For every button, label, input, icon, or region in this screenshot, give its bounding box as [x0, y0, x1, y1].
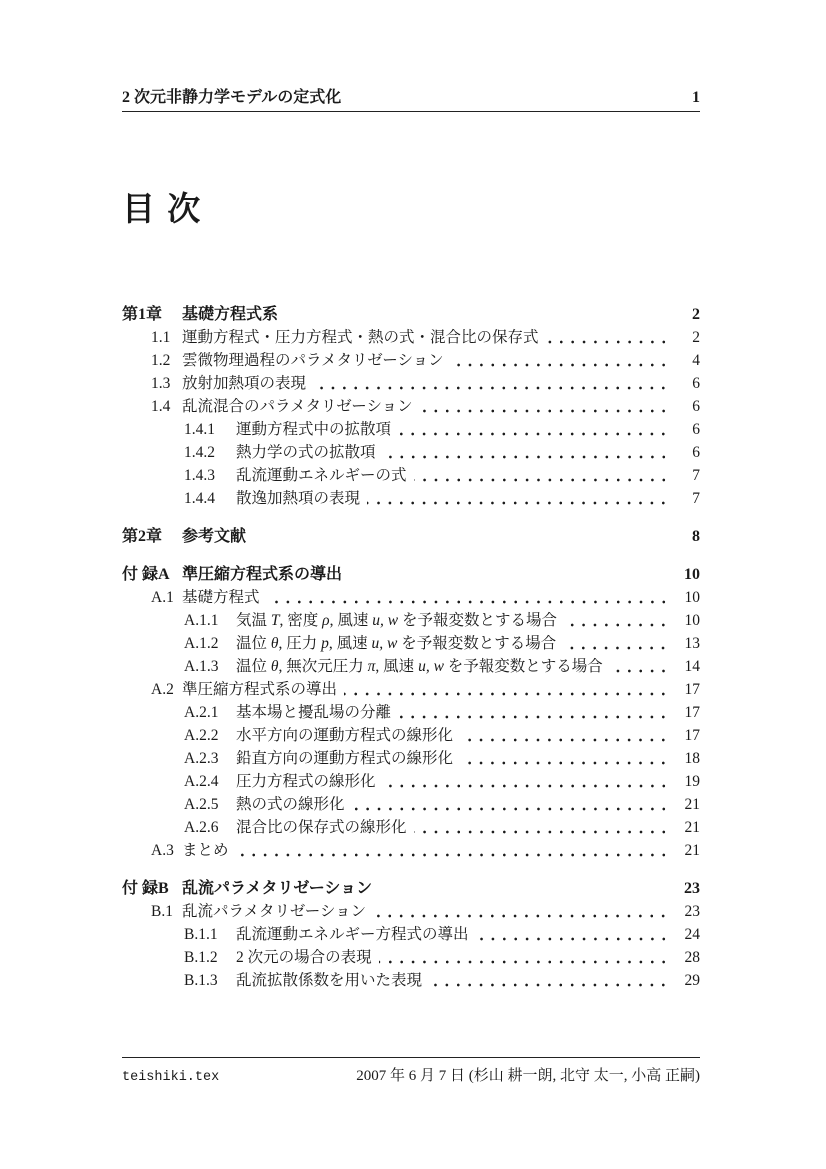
toc-entry-number: 1.3	[151, 375, 171, 392]
toc-leader-dots	[460, 747, 671, 770]
title-text: , 風速	[375, 658, 419, 675]
toc-entry-page-number: 6	[692, 375, 700, 392]
toc-leader-dots	[367, 487, 671, 510]
toc-entry-title	[236, 487, 360, 510]
toc-entry-number: 1.4.4	[184, 490, 215, 507]
math-variable: u, w	[372, 612, 399, 629]
title-text: 基礎方程式	[182, 589, 260, 606]
running-header	[122, 89, 700, 112]
title-text: 運動方程式・圧力方程式・熱の式・混合比の保存式	[182, 329, 539, 346]
title-text: 基礎方程式系	[182, 306, 279, 323]
toc-entry-page-number: 6	[692, 421, 700, 438]
toc-entry[interactable]	[122, 816, 700, 839]
toc-entry[interactable]	[122, 877, 700, 900]
toc-entry-title	[236, 923, 469, 946]
toc-entry-number: A.1.3	[184, 658, 219, 675]
toc-entry-number: A.2.2	[184, 727, 219, 744]
title-text: 温位	[236, 658, 271, 675]
toc-entry[interactable]	[122, 900, 700, 923]
toc-entry[interactable]	[122, 487, 700, 510]
toc-leader-dots	[476, 923, 671, 946]
toc-entry-title	[182, 877, 372, 900]
toc-entry[interactable]	[122, 525, 700, 548]
title-text: 温位	[236, 635, 271, 652]
toc-entry-page-number: 7	[692, 490, 700, 507]
math-variable: u, w	[371, 635, 398, 652]
toc-entry[interactable]	[122, 464, 700, 487]
toc-entry-title	[236, 724, 453, 747]
title-text: 水平方向の運動方程式の線形化	[236, 727, 454, 744]
page-title: 目 次	[122, 192, 203, 228]
toc-entry-page-number: 19	[684, 773, 700, 790]
title-text: 散逸加熱項の表現	[236, 490, 361, 507]
title-text: を予報変数とする場合	[398, 612, 557, 629]
toc-entry-number: A.3	[151, 842, 174, 859]
title-text: 準圧縮方程式系の導出	[182, 681, 338, 698]
toc-entry[interactable]	[122, 395, 700, 418]
title-text: 乱流パラメタリゼーション	[182, 880, 373, 897]
toc-entry-number: 1.4	[151, 398, 171, 415]
toc-entry[interactable]	[122, 303, 700, 326]
toc-entry-page-number: 2	[692, 306, 700, 323]
title-text: 乱流パラメタリゼーション	[182, 903, 367, 920]
toc-entry-number: A.2.3	[184, 750, 219, 767]
toc-entry-title	[182, 303, 278, 326]
toc-entry-page-number: 2	[692, 329, 700, 346]
math-variable: T	[270, 612, 280, 629]
toc-entry[interactable]	[122, 655, 700, 678]
title-text: 熱の式の線形化	[236, 796, 345, 813]
toc-leader-dots	[414, 816, 671, 839]
toc-entry-number: A.2.6	[184, 819, 219, 836]
toc-leader-dots	[398, 701, 671, 724]
toc-entry-number: 1.1	[151, 329, 171, 346]
toc-entry-number: 1.2	[151, 352, 171, 369]
math-variable: π	[367, 658, 376, 675]
title-text: 運動方程式中の拡散項	[236, 421, 392, 438]
toc-entry[interactable]	[122, 678, 700, 701]
toc-leader-dots	[344, 678, 671, 701]
toc-entry-number: A.2.5	[184, 796, 219, 813]
toc-leader-dots	[352, 793, 671, 816]
toc-entry-title	[182, 563, 342, 586]
toc-entry[interactable]	[122, 418, 700, 441]
title-text: , 無次元圧力	[278, 658, 368, 675]
toc-entry-page-number: 10	[684, 566, 700, 583]
toc-entry-page-number: 10	[684, 589, 700, 606]
toc-entry[interactable]	[122, 441, 700, 464]
toc-entry-number: B.1.1	[184, 926, 218, 943]
toc-entry-page-number: 10	[684, 612, 700, 629]
toc-entry-page-number: 23	[684, 903, 700, 920]
toc-entry-number: A.2	[151, 681, 174, 698]
toc-entry-title	[182, 586, 260, 609]
toc-entry-page-number: 18	[684, 750, 700, 767]
math-variable: θ	[270, 658, 279, 675]
toc-entry-number: 第2章	[122, 528, 163, 545]
toc-entry-title	[182, 900, 366, 923]
title-text: 混合比の保存式の線形化	[236, 819, 407, 836]
toc-entry[interactable]	[122, 609, 700, 632]
toc-entry[interactable]	[122, 586, 700, 609]
toc-leader-dots	[451, 349, 671, 372]
toc-entry-number: B.1.2	[184, 949, 218, 966]
toc-entry-number: 1.4.3	[184, 467, 215, 484]
toc-leader-dots	[563, 632, 671, 655]
toc-entry-title	[236, 609, 557, 632]
title-text: 乱流混合のパラメタリゼーション	[182, 398, 413, 415]
title-text: 乱流拡散係数を用いた表現	[236, 972, 423, 989]
title-text: 熱力学の式の拡散項	[236, 444, 376, 461]
toc-entry-title	[182, 525, 246, 548]
toc-entry-title	[236, 747, 453, 770]
running-header-page-number: 1	[692, 89, 700, 106]
toc-entry[interactable]	[122, 326, 700, 349]
toc-entry-number: A.2.1	[184, 704, 219, 721]
toc-entry-page-number: 6	[692, 398, 700, 415]
running-header-title: 2 次元非静力学モデルの定式化	[122, 89, 342, 106]
toc-leader-dots	[267, 586, 671, 609]
toc-entry-number: 1.4.2	[184, 444, 215, 461]
toc-entry-title	[182, 372, 306, 395]
toc-entry-number: A.1	[151, 589, 174, 606]
toc-entry-page-number: 17	[684, 727, 700, 744]
toc-leader-dots	[546, 326, 671, 349]
toc-entry-number: 第1章	[122, 306, 163, 323]
toc-entry[interactable]	[122, 724, 700, 747]
toc-entry[interactable]	[122, 747, 700, 770]
page-footer	[122, 1057, 700, 1085]
title-text: 鉛直方向の運動方程式の線形化	[236, 750, 454, 767]
toc-entry-page-number: 28	[684, 949, 700, 966]
title-text: , 風速	[328, 635, 372, 652]
toc-entry-page-number: 6	[692, 444, 700, 461]
math-variable: ρ	[322, 612, 330, 629]
table-of-contents	[122, 303, 700, 992]
toc-entry-number: 1.4.1	[184, 421, 215, 438]
toc-entry-title	[236, 441, 376, 464]
toc-entry-page-number: 21	[684, 842, 700, 859]
toc-leader-dots	[379, 946, 671, 969]
title-text: 圧力方程式の線形化	[236, 773, 376, 790]
toc-leader-dots	[236, 839, 671, 862]
toc-entry-number: 付 録A	[122, 566, 170, 583]
title-text: 準圧縮方程式系の導出	[182, 566, 343, 583]
toc-entry-page-number: 8	[692, 528, 700, 545]
toc-entry[interactable]	[122, 563, 700, 586]
toc-entry-title	[182, 326, 539, 349]
title-text: を予報変数とする場合	[397, 635, 557, 652]
toc-entry-title	[236, 969, 422, 992]
title-text: 放射加熱項の表現	[182, 375, 307, 392]
toc-leader-dots	[460, 724, 671, 747]
title-text: 基本場と擾乱場の分離	[236, 704, 392, 721]
toc-leader-dots	[414, 464, 671, 487]
toc-entry-title	[182, 839, 229, 862]
toc-leader-dots	[383, 770, 671, 793]
toc-leader-dots	[373, 900, 671, 923]
toc-entry-title	[182, 395, 413, 418]
title-text: , 圧力	[278, 635, 322, 652]
toc-entry[interactable]	[122, 632, 700, 655]
toc-entry[interactable]	[122, 946, 700, 969]
toc-entry-title	[236, 418, 391, 441]
title-text: 雲微物理過程のパラメタリゼーション	[182, 352, 444, 369]
math-variable: θ	[270, 635, 279, 652]
footer-filename: teishiki.tex	[122, 1070, 220, 1085]
toc-leader-dots	[398, 418, 671, 441]
toc-entry-number: B.1	[151, 903, 173, 920]
toc-entry-page-number: 17	[684, 704, 700, 721]
toc-entry-number: A.2.4	[184, 773, 219, 790]
toc-entry-title	[182, 349, 444, 372]
toc-entry-title	[236, 793, 345, 816]
title-text: 気温	[236, 612, 271, 629]
toc-entry-title	[236, 946, 372, 969]
toc-leader-dots	[564, 609, 671, 632]
toc-entry[interactable]	[122, 372, 700, 395]
toc-entry-title	[236, 632, 556, 655]
toc-leader-dots	[610, 655, 671, 678]
toc-entry-title	[182, 678, 337, 701]
toc-entry-number: 付 録B	[122, 880, 169, 897]
toc-entry-title	[236, 655, 603, 678]
toc-entry-page-number: 14	[684, 658, 700, 675]
toc-entry[interactable]	[122, 969, 700, 992]
title-text: まとめ	[182, 842, 229, 859]
toc-entry-title	[236, 701, 391, 724]
title-text: 2 次元の場合の表現	[236, 949, 372, 966]
toc-entry-page-number: 4	[692, 352, 700, 369]
toc-leader-dots	[429, 969, 671, 992]
toc-entry[interactable]	[122, 839, 700, 862]
title-text: 乱流運動エネルギーの式	[236, 467, 407, 484]
toc-entry[interactable]	[122, 793, 700, 816]
toc-entry[interactable]	[122, 923, 700, 946]
toc-entry-title	[236, 816, 407, 839]
toc-entry-number: A.1.2	[184, 635, 219, 652]
toc-entry-page-number: 7	[692, 467, 700, 484]
toc-entry-page-number: 13	[684, 635, 700, 652]
title-text: , 風速	[329, 612, 373, 629]
toc-entry-number: B.1.3	[184, 972, 218, 989]
toc-entry[interactable]	[122, 701, 700, 724]
toc-entry-page-number: 24	[684, 926, 700, 943]
toc-entry-number: A.1.1	[184, 612, 219, 629]
toc-leader-dots	[420, 395, 671, 418]
toc-entry-page-number: 21	[684, 819, 700, 836]
toc-entry-title	[236, 464, 407, 487]
toc-leader-dots	[313, 372, 671, 395]
toc-entry-title	[236, 770, 376, 793]
title-text: 参考文献	[182, 528, 247, 545]
footer-date-authors: 2007 年 6 月 7 日 (杉山 耕一朗, 北守 太一, 小高 正嗣)	[356, 1068, 700, 1084]
title-text: , 密度	[279, 612, 323, 629]
toc-leader-dots	[383, 441, 671, 464]
toc-entry-page-number: 23	[684, 880, 700, 897]
toc-entry-page-number: 17	[684, 681, 700, 698]
math-variable: p	[321, 635, 329, 652]
toc-entry[interactable]	[122, 770, 700, 793]
toc-entry-page-number: 29	[684, 972, 700, 989]
toc-entry-page-number: 21	[684, 796, 700, 813]
math-variable: u, w	[418, 658, 444, 675]
title-text: 乱流運動エネルギー方程式の導出	[236, 926, 469, 943]
title-text: を予報変数とする場合	[443, 658, 603, 675]
toc-entry[interactable]	[122, 349, 700, 372]
